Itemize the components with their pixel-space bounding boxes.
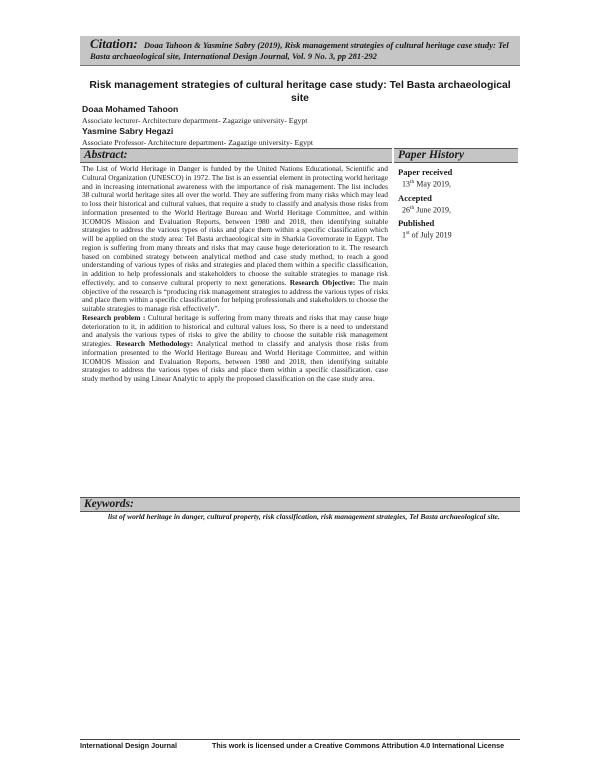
paper-history-heading: Paper History [394, 148, 518, 163]
methodology-text: Analytical method to classify and analysis those risks from information presented to the World Heritage Bureau and World Heritage Committee, and within ICOMOS Mission and Evaluation Reports, between 1980 and 2018, then identifying suitable strategies to address the various types of risks and place them within a specific classification. case study method by using Linear Analytic to apply the proposed classification on the case study area. [82, 339, 389, 383]
abstract-heading: Abstract: [80, 148, 392, 163]
objective-label: Research Objective: [289, 277, 356, 287]
paper-title: Risk management strategies of cultural heritage case study: Tel Basta archaeological site [89, 80, 511, 104]
author-name: Yasmine Sabry Hegazi [82, 126, 174, 136]
citation-box [80, 36, 520, 66]
author-affiliation: Associate lecturer- Architecture department- Zagazige university- Egypt [82, 116, 308, 125]
objective-text: The main objective of the research is “producing risk management strategies to address the various types of risks and place them within a specific classification for helping professionals and stakeholders to choose the suitable strategies to manage risk effectively”. [82, 277, 388, 313]
author-name: Doaa Mohamed Tahoon [82, 104, 179, 114]
received-label: Paper received [398, 167, 453, 177]
keywords-text: list of world heritage in danger, cultural property, risk classification, risk management strategies, Tel Basta archaeological site. [108, 512, 500, 521]
accepted-date: 26th June 2019, [402, 204, 451, 215]
problem-label: Research problem : [82, 312, 146, 322]
footer-divider [80, 739, 520, 740]
published-label: Published [398, 218, 435, 229]
received-date: 13th May 2019, [402, 179, 451, 189]
citation-label: Citation: [90, 36, 138, 51]
footer-journal: International Design Journal [80, 741, 178, 750]
methodology-label: Research Methodology: [115, 339, 194, 348]
published-date: 1st of July 2019 [402, 230, 452, 240]
footer [80, 741, 520, 750]
author-affiliation: Associate Professor- Architecture department- Zagazige university- Egypt [82, 138, 314, 147]
abstract-paragraph: The List of World Heritage in Danger is funded by the United Nations Educational, Scientific and Cultural Organization (UNESCO) in 1972. The list is an essential element in protecting world heritage and in increasing international awareness with the importance of risk management. The list includes 38 cultural world heritage sites all over the world. They are suffering from many risks which may lead to loss their historical and cultural values, that require a study to classify and analysis those risks from information presented to the World Heritage Bureau and World Heritage Committee, and within ICOMOS Mission and Evaluation Reports, between 1980 and 2018, then identifying suitable strategies to address the various types of risks and place them within a specific classification which will be applied on the study area: Tel Basta archaeological site in Sharkia Governorate in Egypt. The region is suffering from many threats and risks that may cause huge deterioration to it. The research based on combined strategy between analytical method and case study method, to reach a good understanding of various types of risks and strategies and placed them within a specific classification, in addition to help professionals and stakeholders to choose the suitable strategies to manage risk effectively, and to conserve cultural property to next generations. [82, 164, 388, 287]
paper-history [398, 164, 518, 241]
problem-text: Cultural heritage is suffering from many threats and risks that may cause huge deterioration to it, in addition to historical and cultural values loss, So there is a need to understand and analysis the various types of risks to give the ability to choose the suitable risk management strategies. [82, 312, 389, 348]
footer-license: This work is licensed under a Creative Commons Attribution 4.0 International License [212, 741, 505, 750]
keywords-heading: Keywords: [80, 497, 520, 512]
abstract-body [82, 165, 388, 384]
accepted-label: Accepted [398, 192, 432, 203]
citation-text: Doaa Tahoon & Yasmine Sabry (2019), Risk management strategies of cultural heritage case study: Tel Basta archaeological site, International Design Journal, Vol. 9 No. 3, pp 281-292 [90, 40, 509, 61]
